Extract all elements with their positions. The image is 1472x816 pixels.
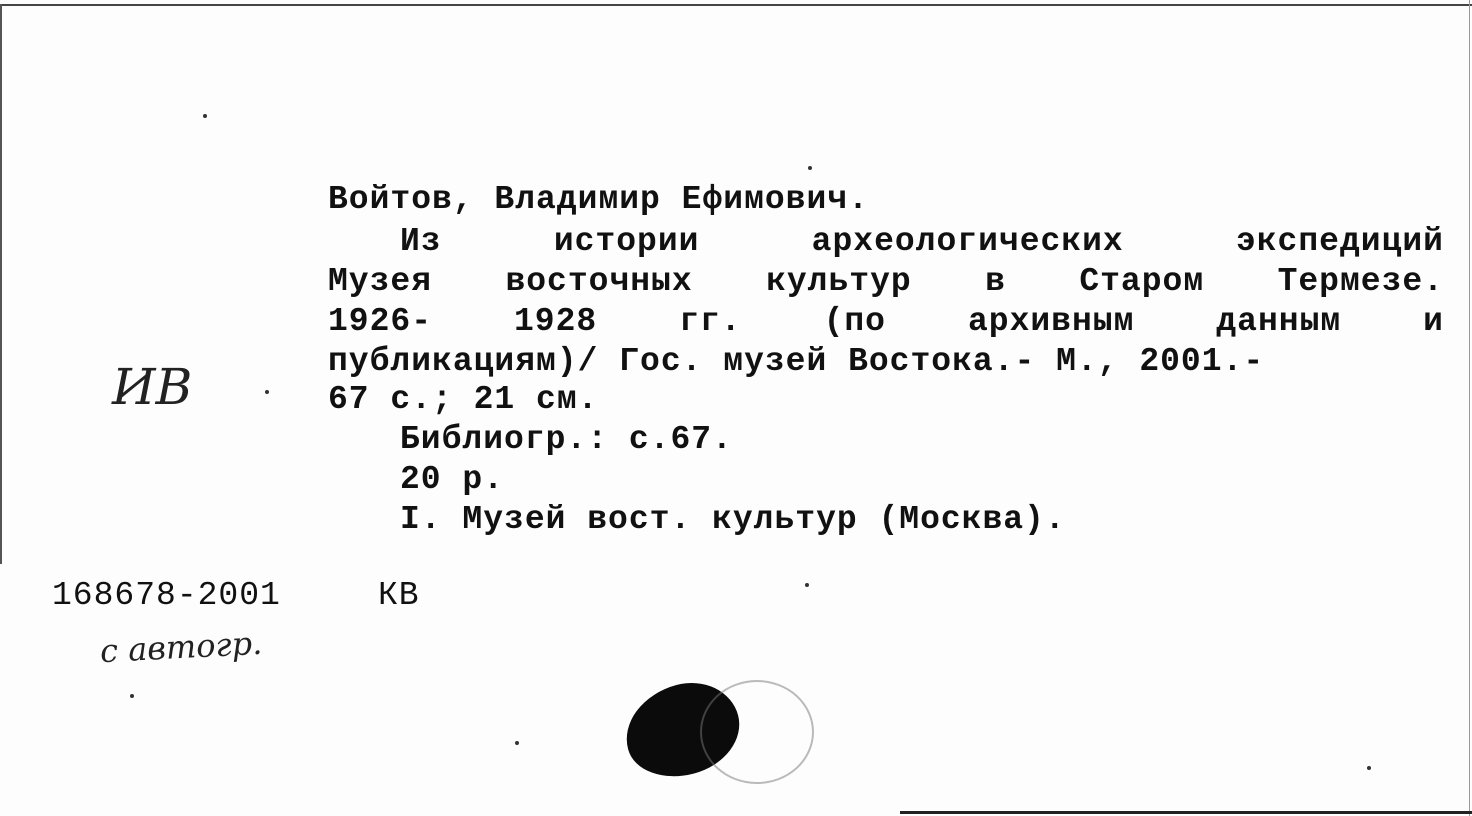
- title-word: восточных: [505, 263, 693, 300]
- title-word: Из: [400, 223, 442, 260]
- title-word: истории: [553, 223, 700, 260]
- accession-number: 168678-2001: [52, 577, 281, 614]
- title-word: экспедиций: [1235, 223, 1444, 260]
- speck: [203, 114, 207, 118]
- stain-ring: [700, 680, 814, 784]
- author-heading: Войтов, Владимир Ефимович.: [328, 181, 869, 218]
- title-line-3: [328, 302, 1444, 342]
- card-right-edge: [1469, 0, 1470, 816]
- title-word: Музея: [328, 263, 433, 300]
- price: 20 р.: [400, 461, 505, 498]
- speck: [130, 694, 134, 698]
- handwritten-note: с автогр.: [99, 623, 264, 671]
- title-line-4: публикациям)/ Гос. музей Востока.- М., 2001.-: [328, 343, 1265, 380]
- speck: [515, 741, 519, 745]
- title-word: археологических: [811, 223, 1124, 260]
- card-bottom-edge: [900, 811, 1472, 814]
- added-entry: I. Музей вост. культур (Москва).: [400, 501, 1066, 538]
- card-left-edge: [0, 4, 2, 564]
- title-word: гг.: [679, 303, 742, 340]
- title-word: Термезе.: [1277, 263, 1444, 300]
- title-line-2: [328, 262, 1444, 302]
- title-word: в: [985, 263, 1006, 300]
- speck: [1367, 766, 1371, 770]
- speck: [808, 166, 812, 170]
- card-top-edge: [0, 4, 1472, 6]
- physical-extent: 67 с.; 21 см.: [328, 381, 599, 418]
- handwritten-mark: ИВ: [112, 358, 193, 416]
- title-word: 1928: [514, 303, 598, 340]
- title-word: данным: [1216, 303, 1342, 340]
- title-word: архивным: [967, 303, 1135, 340]
- title-word: 1926-: [328, 303, 433, 340]
- title-word: и: [1423, 303, 1444, 340]
- title-word: (по: [823, 303, 886, 340]
- speck: [265, 390, 269, 394]
- bibliography-note: Библиогр.: с.67.: [400, 421, 733, 458]
- speck: [805, 583, 809, 587]
- title-line-1: [400, 222, 1444, 262]
- title-word: культур: [766, 263, 912, 300]
- accession-code: КВ: [378, 577, 420, 614]
- title-word: Старом: [1079, 263, 1205, 300]
